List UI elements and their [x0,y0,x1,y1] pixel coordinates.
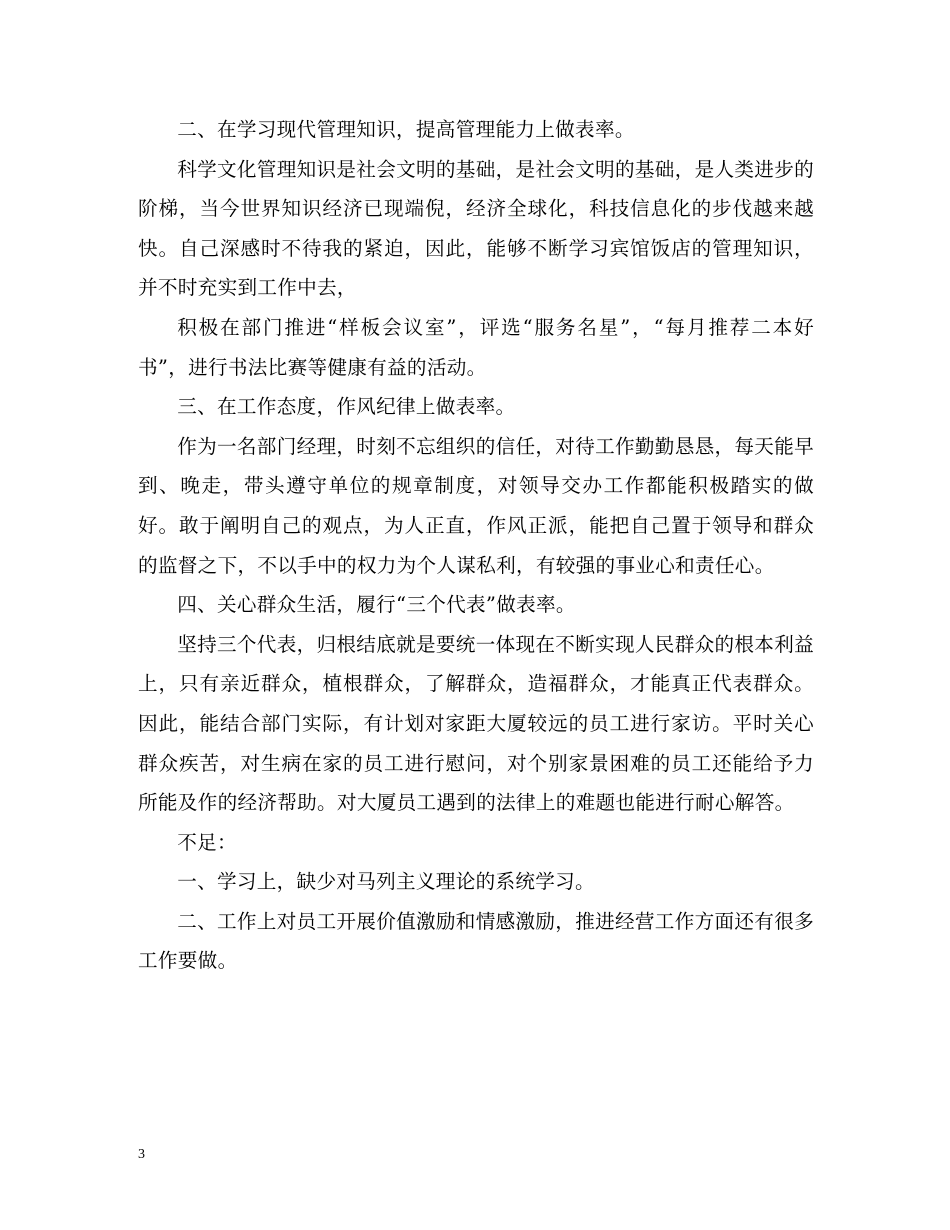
paragraph-shortcoming-1: 一、学习上，缺少对马列主义理论的系统学习。 [177,870,595,894]
paragraph-activities: 积极在部门推进“样板会议室”，评选“服务名星”，“每月推荐二本好书”，进行书法比赛等健康有益的活动。 [138,315,814,379]
paragraph-shortcomings-heading: 不足： [177,830,237,854]
page-number: 3 [138,1147,145,1162]
paragraph-heading-3: 三、在工作态度，作风纪律上做表率。 [177,395,516,419]
paragraph-heading-4: 四、关心群众生活，履行“三个代表”做表率。 [177,593,576,617]
paragraph-heading-2: 二、在学习现代管理知识，提高管理能力上做表率。 [177,118,635,141]
paragraph-three-represents: 坚持三个代表，归根结底就是要统一体现在不断实现人民群众的根本利益上，只有亲近群众，植根群众，了解群众，造福群众，才能真正代表群众。因此，能结合部门实际，有计划对家距大厦较远的员工进行家访。平时关心群众疾苦，对生病在家的员工进行慰问，对个别家景困难的员工还能给予力所能及作的经济帮助。对大厦员工遇到的法律上的难题也能进行耐心解答。 [138,632,814,815]
paragraph-work-attitude: 作为一名部门经理，时刻不忘组织的信任，对待工作勤勤恳恳，每天能早到、晚走，带头遵守单位的规章制度，对领导交办工作都能积极踏实的做好。敢于阐明自己的观点，为人正直，作风正派，能把自己置于领导和群众的监督之下，不以手中的权力为个人谋私利，有较强的事业心和责任心。 [138,434,814,577]
paragraph-management-knowledge: 科学文化管理知识是社会文明的基础，是社会文明的基础，是人类进步的阶梯，当今世界知识经济已现端倪，经济全球化，科技信息化的步伐越来越快。自己深感时不待我的紧迫，因此，能够不断学习宾馆饭店的管理知识，并不时充实到工作中去， [138,157,814,300]
paragraph-shortcoming-2: 二、工作上对员工开展价值激励和情感激励，推进经营工作方面还有很多工作要做。 [138,909,814,973]
document-body [138,110,814,981]
